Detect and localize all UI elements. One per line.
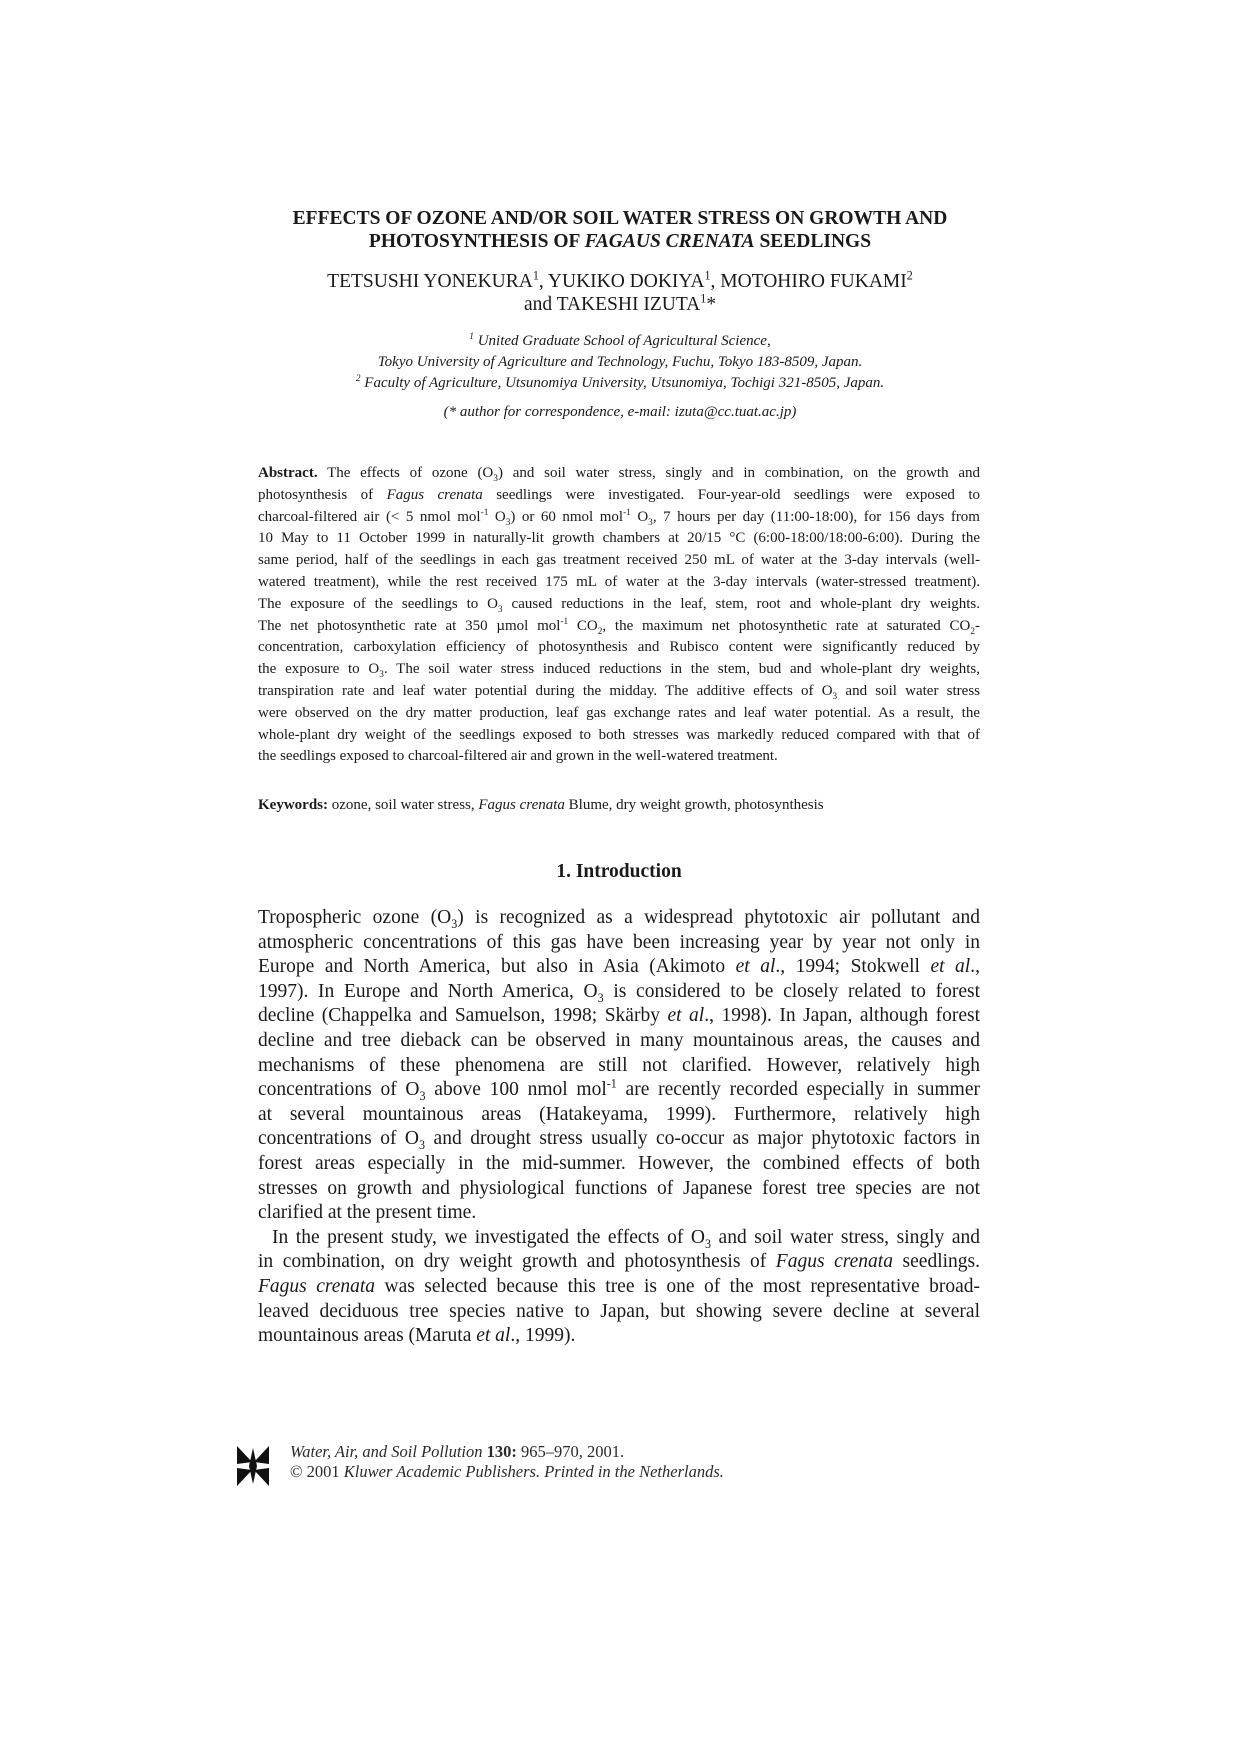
introduction-body: Tropospheric ozone $(O_3)$ is recognized as a widespread phytotoxic air pollutant and atmospheric concentrations of this gas have been increasing year by year not only in Europe and North America, but also in Asia (Akimoto et al., 1994; Stokwell et al., 1997). In Europe and North America, $O_3$ is considered to be closely related to forest decline (Chappelka and Samuelson, 1998; Skärby et al., 1998). In Japan, although forest decline and tree dieback can be observed in many mountainous areas, the causes and mechanisms of these phenomena are still not clarified. However, relatively high concentrations of $O_3$ above 100 nmol mol$^{-1}$ are recently recorded especially in summer at several mountainous areas (Hatakeyama, 1999). Furthermore, relatively high concentrations of $O_3$ and drought stress usually co-occur as major phytotoxic factors in forest areas especially in the mid-summer. However, the combined effects of both stresses on growth and physiological functions of Japanese forest tree species are not clarified at the present time. In the present study, we investigated the effects of $O_3$ and soil water stress, singly and in combination, on dry weight growth and photosynthesis of Fagus crenata seedlings. Fagus crenata was selected because this tree is one of the most representative broad- leaved deciduous tree species native to Japan, but showing severe decline at several mountainous areas (Maruta et al., 1999). bbox=[258, 907, 981, 1347]
author-list bbox=[256, 270, 984, 316]
paper-title bbox=[256, 207, 984, 253]
abstract-label: Abstract. bbox=[258, 465, 318, 481]
affiliation-2: $^2$ Faculty of Agriculture, Utsunomiya University, Utsunomiya, Tochigi 321-8505, Japan. bbox=[355, 374, 885, 391]
journal-citation: Water, Air, and Soil Pollution 130: 965–970, 2001. bbox=[290, 1442, 625, 1461]
kluwer-logo-icon bbox=[235, 1444, 271, 1488]
abstract: Abstract. The effects of ozone $(O_3)$ and soil water stress, singly and in combination, on the growth and photosynthesis of Fagus crenata seedlings were investigated. Four-year-old seedlings were exposed to charcoal-filtered air (< 5 nmol mol$^{-1}$ $O_3$) or 60 nmol mol$^{-1}$ $O_3$, 7 hours per day (11:00-18:00), for 156 days from 10 May to 11 October 1999 in naturally-lit growth chambers at 20/15 °C (6:00-18:00/18:00-6:00). During the same period, half of the seedlings in each gas treatment received 250 mL of water at the 3-day intervals (well- watered treatment), while the rest received 175 mL of water at the 3-day intervals (water-stressed treatment). The exposure of the seedlings to $O_3$ caused reductions in the leaf, stem, root and whole-plant dry weights. The net photosynthetic rate at 350 µmol mol$^{-1}$ $CO_2$, the maximum net photosynthetic rate at saturated $CO_2-$ concentration, carboxylation efficiency of photosynthesis and Rubisco content were significantly reduced by the exposure to $O_3$. The soil water stress induced reductions in the stem, bud and whole-plant dry weights, transpiration rate and leaf water potential during the midday. The additive effects of $O_3$ and soil water stress were observed on the dry matter production, leaf gas exchange rates and leaf water potential. As a result, the whole-plant dry weight of the seedlings exposed to both stresses was markedly reduced compared with that of the seedlings exposed to charcoal-filtered air and grown in the well-watered treatment. bbox=[258, 465, 981, 765]
author-line-2: and TAKESHI IZUTA$^1$* bbox=[523, 291, 717, 315]
correspondence-note: (* author for correspondence, e-mail: izuta@cc.tuat.ac.jp) bbox=[443, 404, 797, 420]
journal-footer bbox=[235, 1442, 935, 1502]
section-heading: 1. Introduction bbox=[556, 861, 682, 882]
keywords: Keywords: ozone, soil water stress, Fagus crenata Blume, dry weight growth, photosynthesis bbox=[258, 797, 824, 813]
footer-citation bbox=[290, 1442, 724, 1482]
title-line-2: PHOTOSYNTHESIS OF FAGAUS CRENATA SEEDLINGS bbox=[368, 231, 872, 252]
copyright-line: © 2001 Kluwer Academic Publishers. Printed in the Netherlands. bbox=[290, 1462, 724, 1481]
title-line-1: EFFECTS OF OZONE AND/OR SOIL WATER STRESS ON GROWTH AND bbox=[292, 208, 948, 229]
affiliation-1: $^1$ United Graduate School of Agricultural Science, bbox=[469, 332, 771, 349]
affiliation-1-cont: Tokyo University of Agriculture and Technology, Fuchu, Tokyo 183-8509, Japan. bbox=[377, 354, 863, 370]
affiliations bbox=[256, 331, 984, 423]
title-species: FAGAUS CRENATA bbox=[584, 231, 755, 252]
author-line-1: TETSUSHI YONEKURA$^1$, YUKIKO DOKIYA$^1$, MOTOHIRO FUKAMI$^2$ bbox=[327, 268, 913, 292]
keywords-label: Keywords: bbox=[258, 797, 328, 813]
